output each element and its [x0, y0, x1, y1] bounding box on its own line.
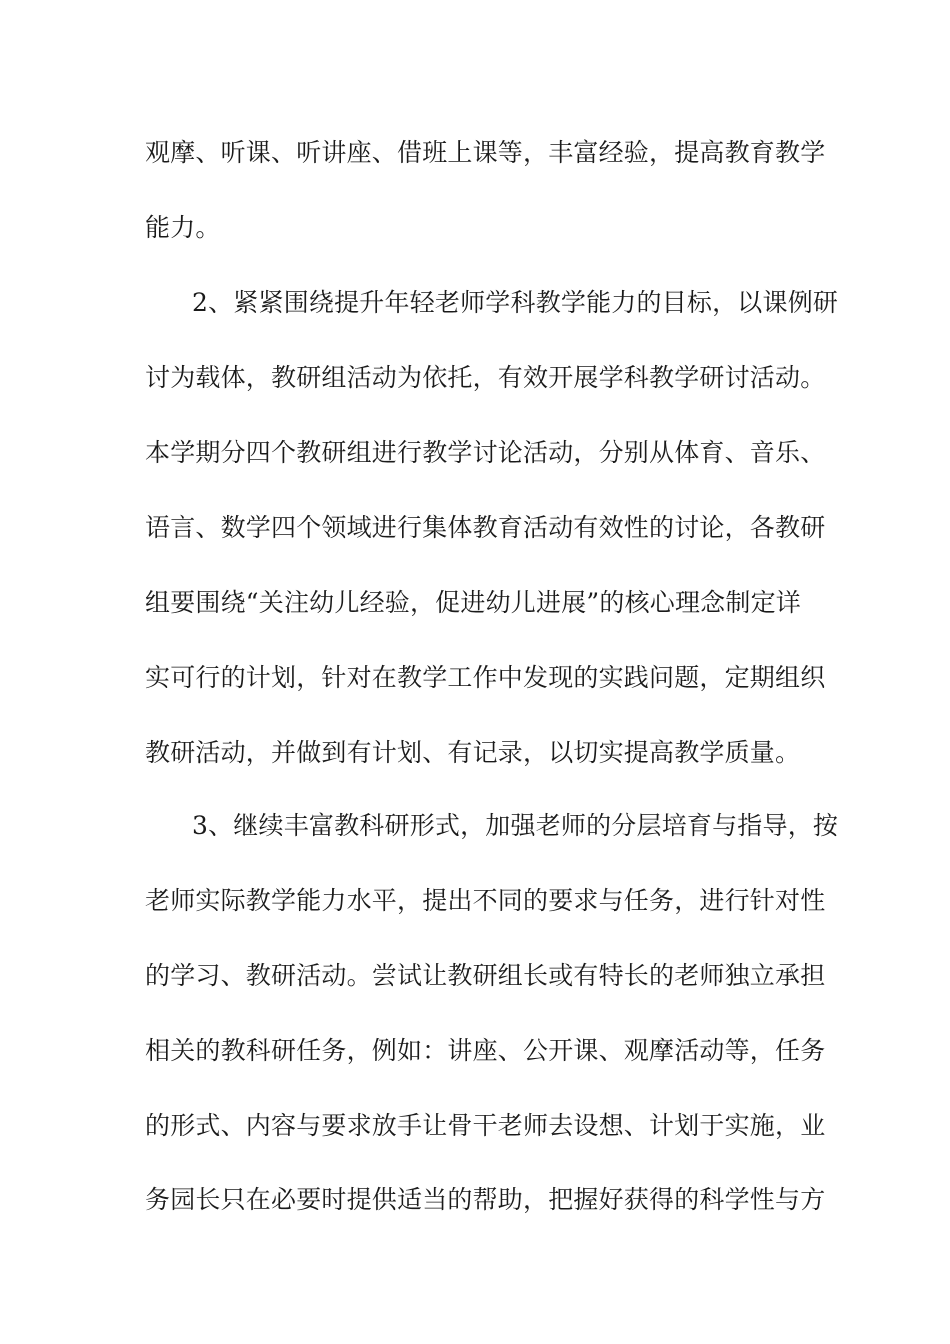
text-line: 务园长只在必要时提供适当的帮助，把握好获得的科学性与方	[145, 1185, 826, 1214]
text-line: 组要围绕“关注幼儿经验，促进幼儿进展”的核心理念制定详	[145, 588, 801, 617]
text-line: 语言、数学四个领域进行集体教育活动有效性的讨论，各教研	[145, 513, 826, 542]
text-line: 能力。	[145, 213, 221, 242]
text-line: 实可行的计划，针对在教学工作中发现的实践问题，定期组织	[145, 663, 826, 692]
text-line: 的学习、教研活动。尝试让教研组长或有特长的老师独立承担	[145, 961, 826, 990]
paragraph-start-line: 2、紧紧围绕提升年轻老师学科教学能力的目标，以课例研	[192, 288, 839, 317]
text-line: 相关的教科研任务，例如：讲座、公开课、观摩活动等，任务	[145, 1036, 826, 1065]
text-line: 教研活动，并做到有计划、有记录，以切实提高教学质量。	[145, 738, 801, 767]
text-line: 的形式、内容与要求放手让骨干老师去设想、计划于实施，业	[145, 1111, 826, 1140]
text-line: 观摩、听课、听讲座、借班上课等，丰富经验，提高教育教学	[145, 138, 826, 167]
text-line: 本学期分四个教研组进行教学讨论活动，分别从体育、音乐、	[145, 438, 826, 467]
paragraph-start-line: 3、继续丰富教科研形式，加强老师的分层培育与指导，按	[192, 811, 839, 840]
text-line: 老师实际教学能力水平，提出不同的要求与任务，进行针对性	[145, 886, 826, 915]
text-line: 讨为载体，教研组活动为依托，有效开展学科教学研讨活动。	[145, 363, 826, 392]
